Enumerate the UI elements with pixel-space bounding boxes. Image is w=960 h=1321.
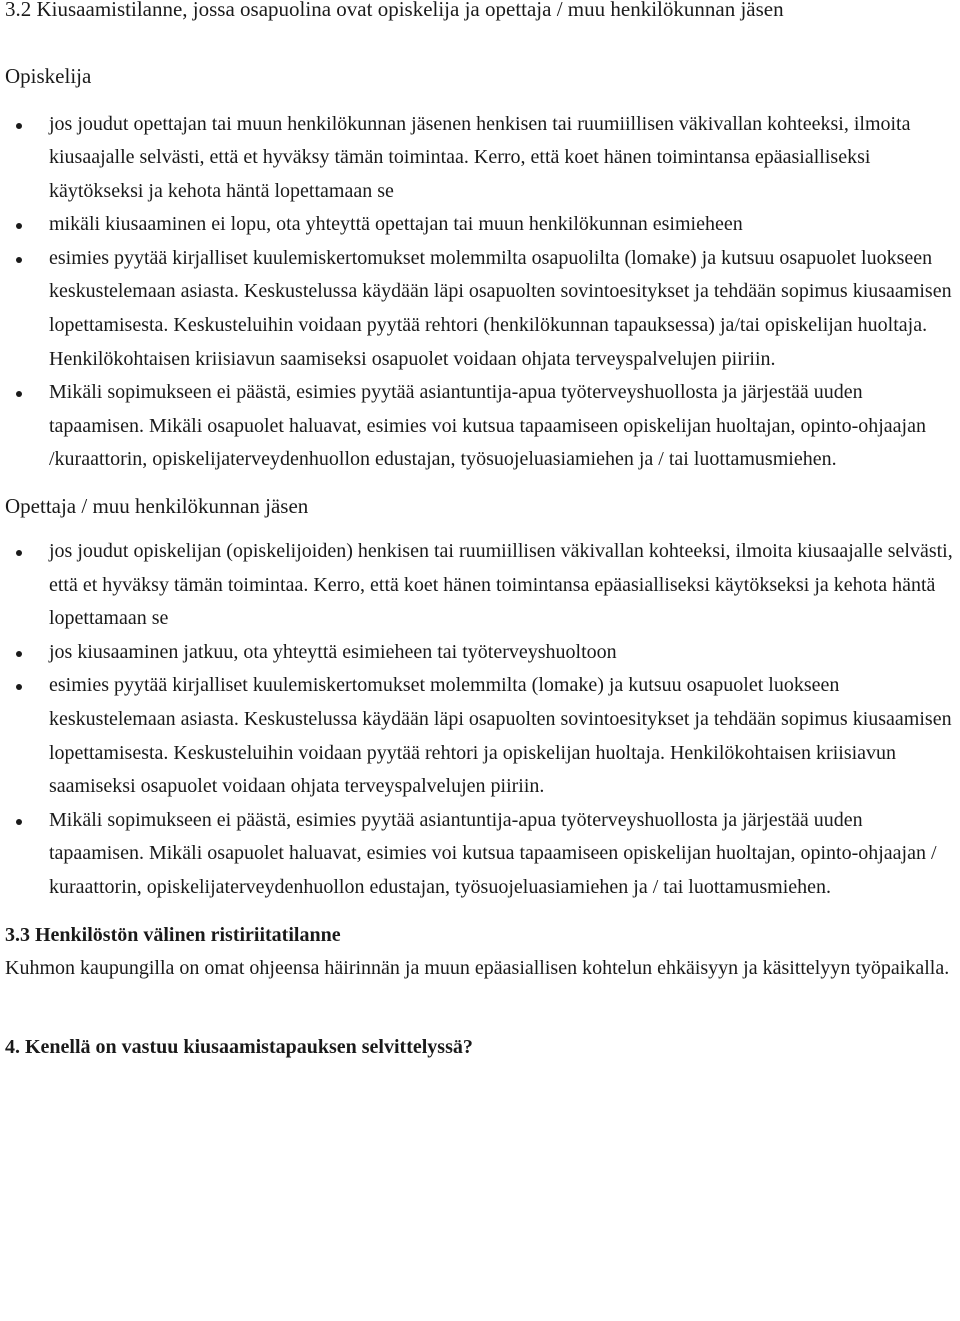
bullet-icon [16, 550, 22, 556]
bullet-icon [16, 651, 22, 657]
teacher-list [5, 535, 960, 905]
list-item [49, 208, 960, 242]
section-3-3-text: Kuhmon kaupungilla on omat ohjeensa häirinnän ja muun epäasiallisen kohtelun ehkäisyyn ja käsittelyyn työpaikalla. [5, 957, 950, 980]
bullet-icon [16, 391, 22, 397]
list-item [49, 636, 960, 670]
list-item-text: Mikäli sopimukseen ei päästä, esimies pyytää asiantuntija-apua työterveyshuollosta ja järjestää uuden tapaamisen. Mikäli osapuolet haluavat, esimies voi kutsua tapaamiseen opiskelijan huoltajan, opinto-ohjaajan / kuraattorin, opiskelijaterveydenhuollon edustajan, työsuojeluasiamiehen ja / tai luottamusmiehen. [49, 808, 937, 898]
bullet-icon [16, 123, 22, 129]
list-item-text: mikäli kiusaaminen ei lopu, ota yhteyttä opettajan tai muun henkilökunnan esimieheen [49, 213, 743, 236]
list-item [49, 535, 960, 636]
student-heading: Opiskelija [5, 63, 92, 88]
list-item [49, 242, 960, 376]
bullet-icon [16, 257, 22, 263]
list-item-text: jos joudut opiskelijan (opiskelijoiden) henkisen tai ruumiillisen väkivallan kohteeksi, ilmoita kiusaajalle selvästi, että et hyväksy tämän toimintaa. Kerro, että koet hänen toimintansa epäasialliseksi käytökseksi ja kehota häntä lopettamaan se [49, 540, 953, 630]
list-item-text: esimies pyytää kirjalliset kuulemiskertomukset molemmilta (lomake) ja kutsuu osapuolet luokseen keskustelemaan asiasta. Keskustelussa käydään läpi osapuolten sovintoesitykset ja tehdään sopimus kiusaamisen lopettamisesta. Keskusteluihin voidaan pyytää rehtori ja opiskelijan huoltaja. Henkilökohtaisen kriisiavun saamiseksi osapuolet voidaan ohjata terveyspalvelujen piiriin. [49, 674, 952, 798]
section-4-title: 4. Kenellä on vastuu kiusaamistapauksen selvittelyssä? [5, 1035, 473, 1058]
bullet-icon [16, 684, 22, 690]
bullet-icon [16, 223, 22, 229]
teacher-heading: Opettaja / muu henkilökunnan jäsen [5, 494, 309, 519]
document-page [5, 0, 960, 1064]
list-item-text: jos joudut opettajan tai muun henkilökunnan jäsenen henkisen tai ruumiillisen väkivallan kohteeksi, ilmoita kiusaajalle selvästi, että et hyväksy tämän toimintaa. Kerro, että koet hänen toimintansa epäasialliseksi käytökseksi ja kehota häntä lopettamaan se [49, 112, 911, 202]
section-3-3-title: 3.3 Henkilöstön välinen ristiriitatilanne [5, 923, 341, 946]
list-item [49, 804, 960, 905]
list-item [49, 376, 960, 477]
list-item-text: jos kiusaaminen jatkuu, ota yhteyttä esimieheen tai työterveyshuoltoon [49, 640, 617, 663]
student-list [5, 108, 960, 478]
list-item [49, 669, 960, 803]
bullet-icon [16, 819, 22, 825]
list-item-text: esimies pyytää kirjalliset kuulemiskertomukset molemmilta osapuolilta (lomake) ja kutsuu osapuolet luokseen keskustelemaan asiasta. Keskustelussa käydään läpi osapuolten sovintoesitykset ja tehdään sopimus kiusaamisen lopettamisesta. Keskusteluihin voidaan pyytää rehtori (henkilökunnan tapauksessa) ja/tai opiskelijan huoltaja. Henkilökohtaisen kriisiavun saamiseksi osapuolet voidaan ohjata terveyspalvelujen piiriin. [49, 246, 952, 370]
section-3-2-title: 3.2 Kiusaamistilanne, jossa osapuolina ovat opiskelija ja opettaja / muu henkilökunnan jäsen [5, 0, 784, 21]
list-item [49, 108, 960, 209]
list-item-text: Mikäli sopimukseen ei päästä, esimies pyytää asiantuntija-apua työterveyshuollosta ja järjestää uuden tapaamisen. Mikäli osapuolet haluavat, esimies voi kutsua tapaamiseen opiskelijan huoltajan, opinto-ohjaajan /kuraattorin, opiskelijaterveydenhuollon edustajan, työsuojeluasiamiehen ja / tai luottamusmiehen. [49, 381, 926, 471]
